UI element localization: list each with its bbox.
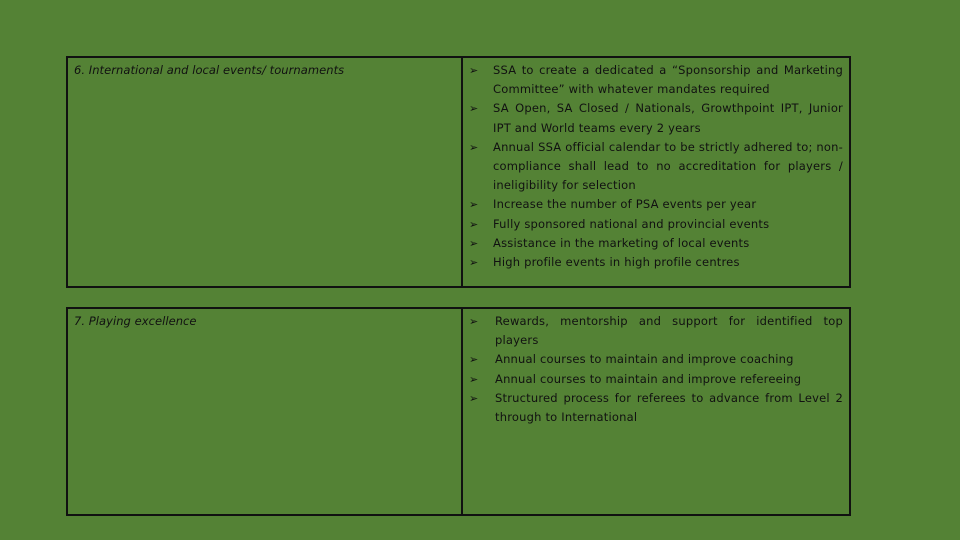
arrow-bullet-icon: ➢ bbox=[469, 102, 479, 116]
arrow-bullet-icon: ➢ bbox=[469, 236, 479, 250]
arrow-bullet-icon: ➢ bbox=[469, 315, 479, 328]
list-item bbox=[469, 234, 843, 253]
table-playing-excellence bbox=[66, 307, 851, 516]
bullet-text: Assistance in the marketing of local events bbox=[493, 235, 750, 250]
list-item bbox=[469, 215, 843, 234]
bullet-text: Fully sponsored national and provincial events bbox=[493, 216, 770, 231]
bullet-text: Annual courses to maintain and improve coaching bbox=[495, 352, 794, 367]
bullet-cell bbox=[463, 309, 849, 514]
bullet-text: SSA to create a dedicated a “Sponsorship and Marketing Committee” with whatever mandates required bbox=[493, 63, 843, 97]
list-item bbox=[469, 99, 843, 137]
list-item bbox=[469, 389, 843, 427]
arrow-bullet-icon: ➢ bbox=[469, 198, 479, 212]
list-item bbox=[469, 138, 843, 196]
arrow-bullet-icon: ➢ bbox=[469, 140, 479, 154]
bullet-text: Increase the number of PSA events per year bbox=[493, 197, 757, 212]
list-item bbox=[469, 312, 843, 350]
bullet-text: Annual courses to maintain and improve refereeing bbox=[495, 371, 802, 386]
topic-title: 6. International and local events/ tournaments bbox=[74, 63, 345, 77]
topic-cell bbox=[68, 309, 463, 514]
arrow-bullet-icon: ➢ bbox=[469, 353, 479, 367]
arrow-bullet-icon: ➢ bbox=[469, 217, 479, 231]
list-item bbox=[469, 253, 843, 272]
list-item bbox=[469, 370, 843, 389]
topic-title: 7. Playing excellence bbox=[74, 314, 197, 328]
bullet-text: SA Open, SA Closed / Nationals, Growthpoint IPT, Junior IPT and World teams every 2 years bbox=[493, 101, 843, 135]
topic-cell bbox=[68, 58, 463, 286]
arrow-bullet-icon: ➢ bbox=[469, 391, 479, 405]
bullet-list bbox=[469, 312, 843, 427]
bullet-text: High profile events in high profile centres bbox=[493, 255, 740, 270]
bullet-cell bbox=[463, 58, 849, 286]
arrow-bullet-icon: ➢ bbox=[469, 372, 479, 386]
list-item bbox=[469, 350, 843, 369]
bullet-text: Annual SSA official calendar to be strictly adhered to; non-compliance shall lead to no accreditation for players / ineligibility for selection bbox=[493, 139, 843, 193]
list-item bbox=[469, 195, 843, 214]
bullet-list bbox=[469, 61, 843, 272]
bullet-text: Structured process for referees to advance from Level 2 through to International bbox=[495, 390, 843, 425]
arrow-bullet-icon: ➢ bbox=[469, 64, 479, 77]
list-item bbox=[469, 61, 843, 99]
arrow-bullet-icon: ➢ bbox=[469, 256, 479, 270]
bullet-text: Rewards, mentorship and support for identified top players bbox=[495, 314, 843, 348]
table-events bbox=[66, 56, 851, 288]
